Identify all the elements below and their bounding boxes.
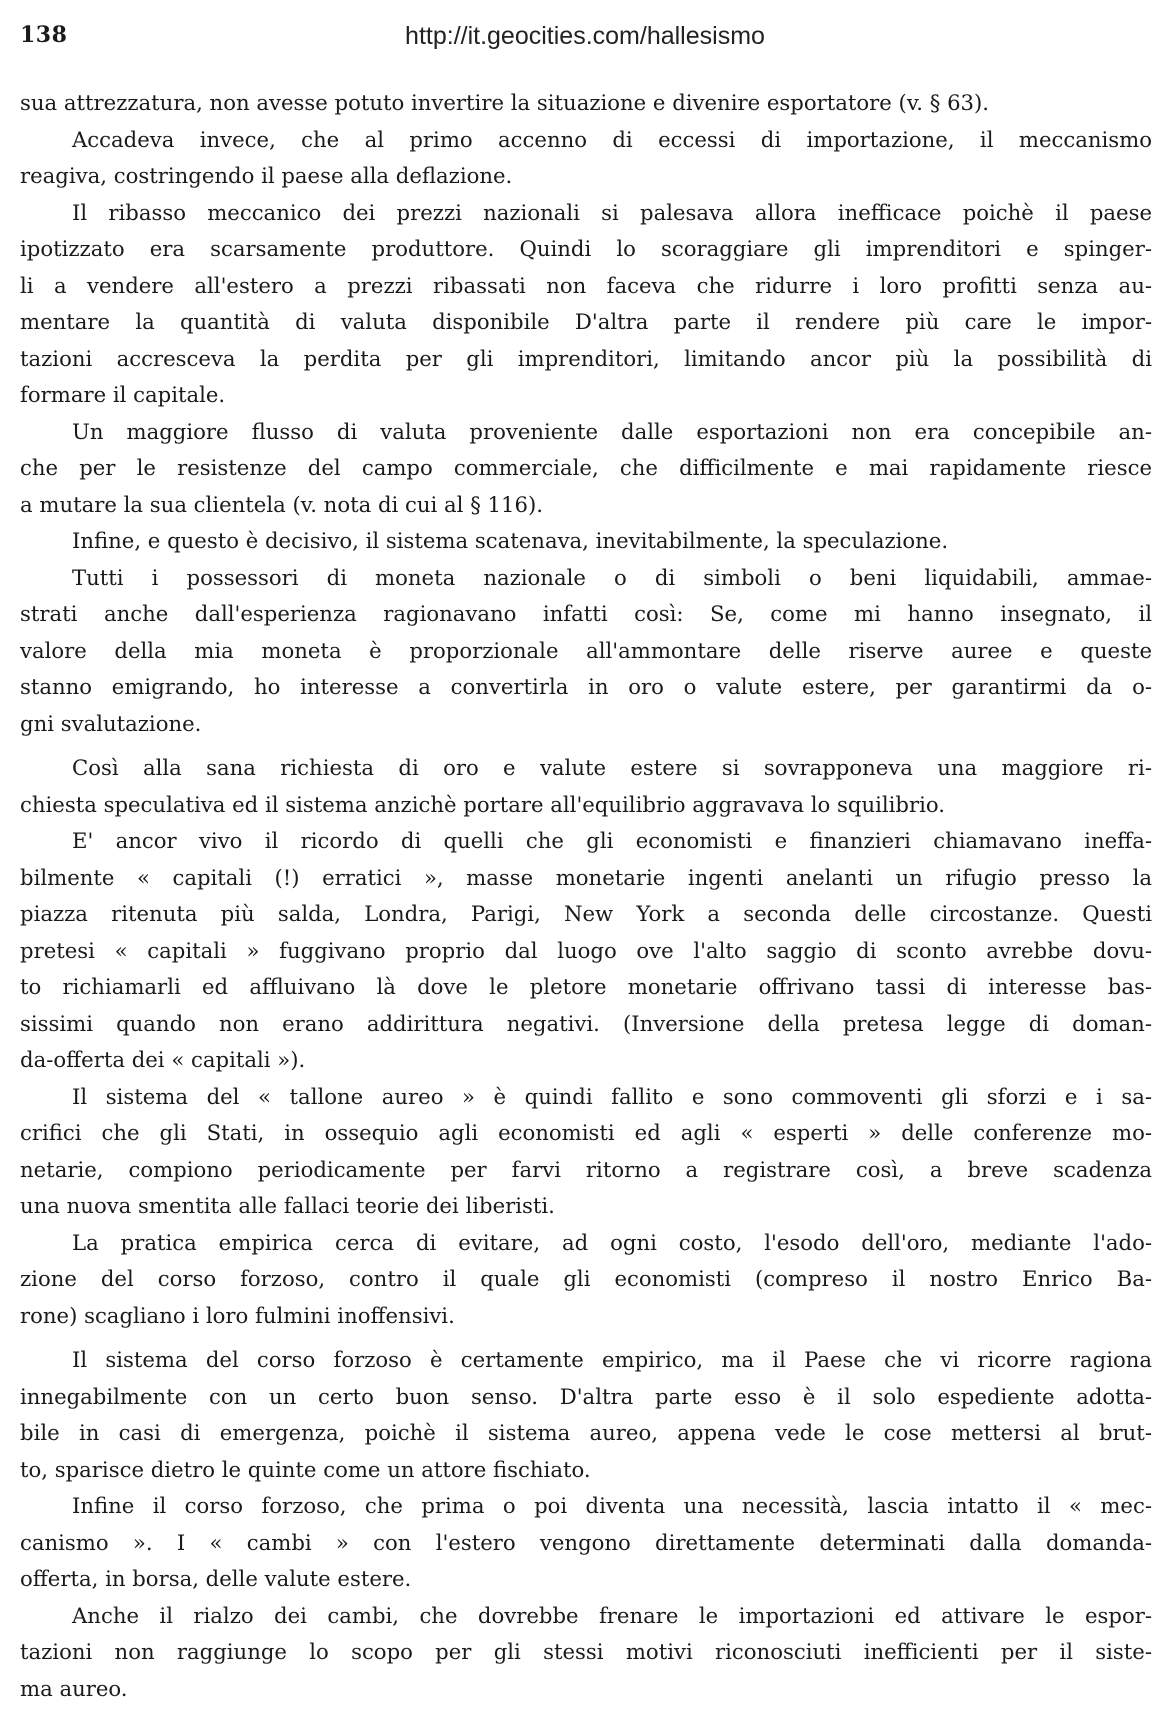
text-line: rone) scagliano i loro fulmini inoffensivi. [20, 1302, 455, 1328]
text-line: stanno emigrando, ho interesse a convertirla in oro o valute estere, per garantirmi da o- [20, 674, 1152, 699]
text-line: mentare la quantità di valuta disponibile D'altra parte il rendere più care le impor- [20, 309, 1152, 334]
text-line: ma aureo. [20, 1675, 128, 1701]
text-line: bile in casi di emergenza, poichè il sistema aureo, appena vede le cose mettersi al brut- [20, 1420, 1152, 1445]
text-line: zione del corso forzoso, contro il quale gli economisti (compreso il nostro Enrico Ba- [20, 1266, 1152, 1291]
text-line: netarie, compiono periodicamente per farvi ritorno a registrare così, a breve scadenza [20, 1156, 1152, 1182]
text-line: E' ancor vivo il ricordo di quelli che gli economisti e finanzieri chiamavano ineffa- [72, 828, 1152, 853]
text-line: Accadeva invece, che al primo accenno di eccessi di importazione, il meccanismo [72, 126, 1152, 152]
text-line: chiesta speculativa ed il sistema anzichè portare all'equilibrio aggravava lo squilibrio. [20, 791, 946, 817]
text-line: offerta, in borsa, delle valute estere. [20, 1566, 412, 1591]
text-line: formare il capitale. [20, 382, 226, 407]
text-line: Il sistema del corso forzoso è certamente empirico, ma il Paese che vi ricorre ragiona [72, 1347, 1152, 1372]
text-line: da-offerta dei « capitali »). [20, 1047, 306, 1072]
text-line: crifici che gli Stati, in ossequio agli economisti ed agli « esperti » delle conferenze mo- [20, 1120, 1152, 1145]
text-line: che per le resistenze del campo commerciale, che difficilmente e mai rapidamente riesce [20, 455, 1152, 480]
text-line: pretesi « capitali » fuggivano proprio dal luogo ove l'alto saggio di sconto avrebbe dovu- [20, 937, 1152, 963]
text-line: strati anche dall'esperienza ragionavano infatti così: Se, come mi hanno insegnato, il [20, 601, 1152, 626]
header-url: http://it.geocities.com/hallesismo [405, 22, 765, 50]
text-line: Il sistema del « tallone aureo » è quindi fallito e sono commoventi gli sforzi e i sa- [72, 1083, 1152, 1109]
text-line: to, sparisce dietro le quinte come un attore fischiato. [20, 1456, 591, 1482]
text-line: Anche il rialzo dei cambi, che dovrebbe frenare le importazioni ed attivare le espor- [72, 1602, 1152, 1628]
text-line: tazioni non raggiunge lo scopo per gli stessi motivi riconosciuti inefficienti per il siste- [20, 1639, 1152, 1664]
text-line: piazza ritenuta più salda, Londra, Parigi, New York a seconda delle circostanze. Questi [20, 901, 1152, 926]
text-line: reagiva, costringendo il paese alla deflazione. [20, 163, 513, 188]
text-line: gni svalutazione. [20, 710, 202, 736]
text-line: ipotizzato era scarsamente produttore. Quindi lo scoraggiare gli imprenditori e spinger- [20, 236, 1152, 261]
text-line: innegabilmente con un certo buon senso. D'altra parte esso è il solo espediente adotta- [20, 1383, 1152, 1409]
text-line: to richiamarli ed affluivano là dove le pletore monetarie offrivano tassi di interesse bas- [20, 974, 1152, 999]
text-line: canismo ». I « cambi » con l'estero vengono direttamente determinati dalla domanda- [20, 1529, 1152, 1555]
text-line: Così alla sana richiesta di oro e valute estere si sovrapponeva una maggiore ri- [72, 755, 1152, 780]
text-line: La pratica empirica cerca di evitare, ad ogni costo, l'esodo dell'oro, mediante l'ado- [72, 1229, 1152, 1255]
text-line: a mutare la sua clientela (v. nota di cui al § 116). [20, 491, 543, 517]
text-line: tazioni accresceva la perdita per gli imprenditori, limitando ancor più la possibilità di [20, 345, 1152, 371]
page-number: 138 [20, 22, 68, 48]
text-line: Infine il corso forzoso, che prima o poi diventa una necessità, lascia intatto il « mec- [72, 1493, 1152, 1518]
text-line: valore della mia moneta è proporzionale all'ammontare delle riserve auree e queste [20, 637, 1152, 663]
text-line: li a vendere all'estero a prezzi ribassati non faceva che ridurre i loro profitti senza au- [20, 272, 1152, 298]
text-line: Un maggiore flusso di valuta proveniente dalle esportazioni non era concepibile an- [72, 418, 1152, 444]
text-line: sua attrezzatura, non avesse potuto invertire la situazione e divenire esportatore (v. § 63). [20, 90, 990, 115]
text-line: bilmente « capitali (!) erratici », masse monetarie ingenti anelanti un rifugio presso la [20, 864, 1152, 890]
text-line: Infine, e questo è decisivo, il sistema scatenava, inevitabilmente, la speculazione. [72, 528, 949, 553]
text-line: Il ribasso meccanico dei prezzi nazionali si palesava allora inefficace poichè il paese [72, 199, 1152, 225]
body-text [20, 85, 1152, 1707]
text-line: Tutti i possessori di moneta nazionale o di simboli o beni liquidabili, ammae- [72, 564, 1152, 590]
text-line: una nuova smentita alle fallaci teorie dei liberisti. [20, 1193, 555, 1218]
page-header [20, 14, 1150, 54]
text-line: sissimi quando non erano addirittura negativi. (Inversione della pretesa legge di doman- [20, 1010, 1152, 1036]
